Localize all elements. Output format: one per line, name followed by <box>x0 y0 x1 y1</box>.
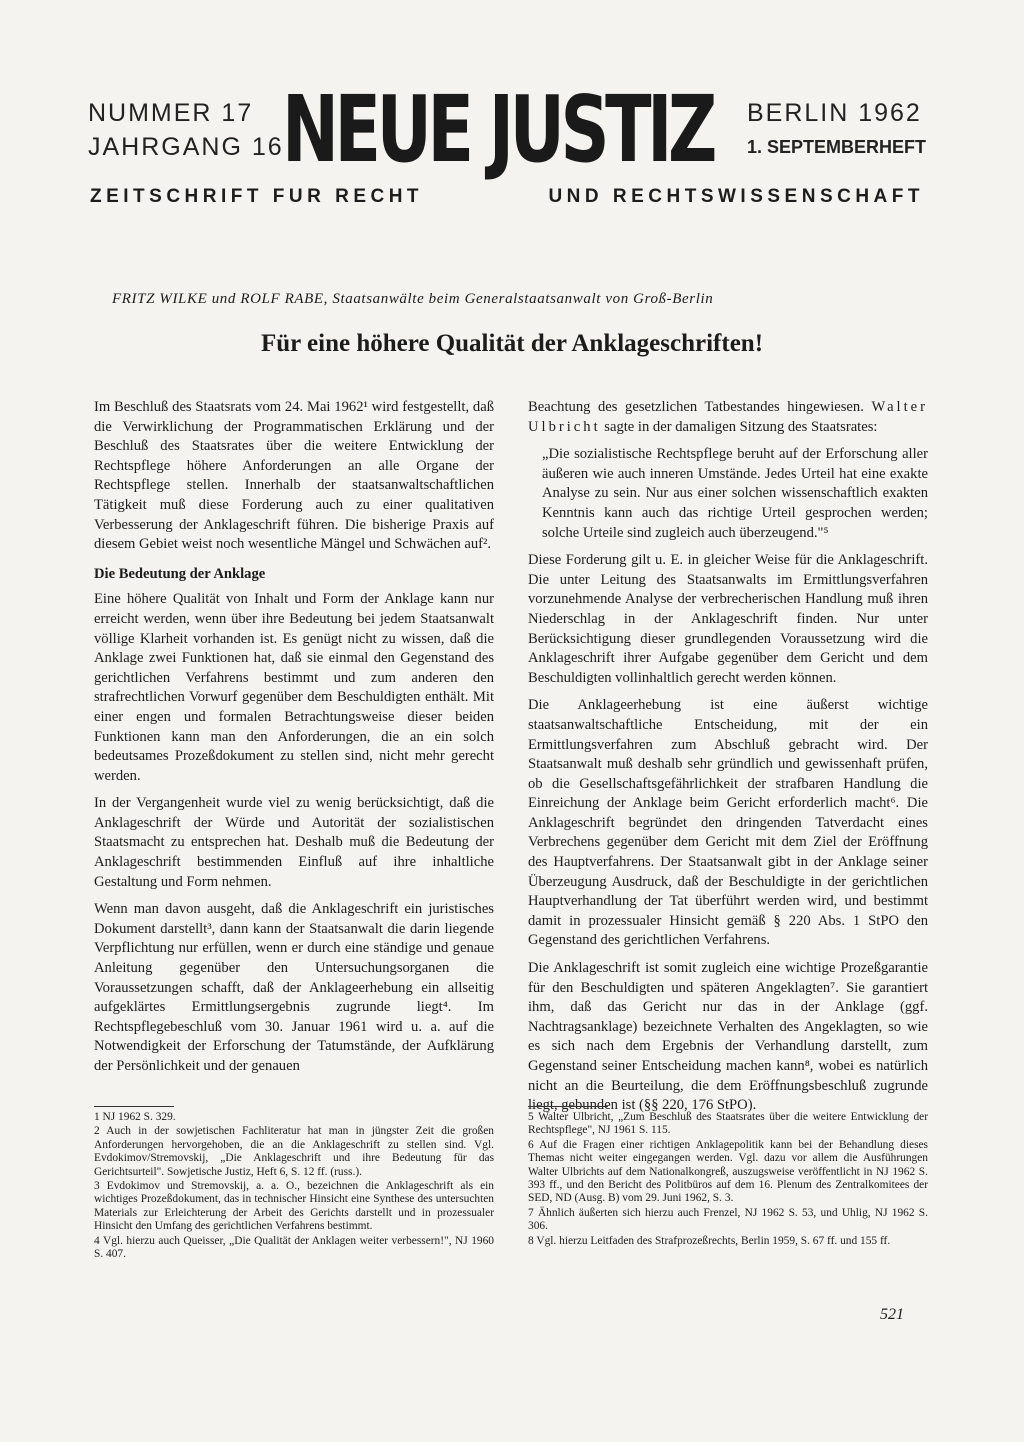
article-title: Für eine höhere Qualität der Anklageschriften! <box>260 330 764 357</box>
page-number: 521 <box>880 1306 904 1323</box>
footnotes-left <box>94 1111 494 1262</box>
journal-subtitle <box>90 186 924 208</box>
paragraph: Diese Forderung gilt u. E. in gleicher Weise für die Anklageschrift. Die unter Leitung des Staatsanwalts im Ermittlungsverfahren vorzunehmende Analyse der verbrecherischen Handlung muß ihren Niederschlag in der Anklageschrift finden. Nur unter Berücksichtigung dieser grundlegenden Voraussetzung wird die Anklageschrift ihrer Aufgabe gegenüber dem Gericht und dem Beschuldigten vollinhaltlich gerecht werden können. <box>528 552 928 686</box>
footnote: 7 Ähnlich äußerten sich hierzu auch Frenzel, NJ 1962 S. 53, und Uhlig, NJ 1962 S. 306. <box>528 1206 928 1233</box>
paragraph: Die Anklageschrift ist somit zugleich eine wichtige Prozeßgarantie für den Beschuldigten und späteren Angeklagten⁷. Sie garantiert ihm, daß das Gericht nur das in der Anklage (ggf. Nachtragsanklage) bezeichnete Verhalten des Angeklagten, so wie es sich nach dem Ergebnis der Verhandlung darstellt, zum Gegenstand seiner Entscheidung machen kann⁸, wobei es natürlich nicht an die Beurteilung, die dem Eröffnungsbeschluß zugrunde liegt, gebunden ist (§§ 220, 176 StPO). <box>528 960 928 1114</box>
footnote: 1 NJ 1962 S. 329. <box>94 1111 176 1123</box>
footnote-rule-left <box>94 1106 174 1107</box>
volume-number: JAHRGANG 16 <box>88 133 284 161</box>
section-heading: Die Bedeutung der Anklage <box>94 565 266 582</box>
paragraph: Im Beschluß des Staatsrats vom 24. Mai 1962¹ wird festgestellt, daß die Verwirklichung der Programmatischen Erklärung und der Beschluß des Staatsrates über die weitere Entwicklung der Rechtspflege höhere Anforderungen an alle Organe der Rechtspflege stellen. Innerhalb der staatsanwaltschaftlichen Tätigkeit muß diese Forderung auch zu einer qualitativen Verbesserung der Anklageschrift führen. Die bisherige Praxis auf diesem Gebiet weist noch wesentliche Mängel und Schwächen auf². <box>94 399 494 553</box>
intro-text: Beachtung des gesetzlichen Tatbestandes hingewiesen. <box>528 399 864 415</box>
subtitle-left: ZEITSCHRIFT FUR RECHT <box>90 186 424 207</box>
footnote-rule-right <box>528 1106 608 1107</box>
footnote: 8 Vgl. hierzu Leitfaden des Strafprozeßrechts, Berlin 1959, S. 67 ff. und 155 ff. <box>528 1234 891 1247</box>
footnote: 3 Evdokimov und Stremovskij, a. a. O., bezeichnen die Anklageschrift als ein wichtiges Prozeßdokument, das in technischer Hinsicht eine Synthese des untersuchten Materials zur Erleichterung der Arbeit des Gerichts darstellt und in prozessualer Hinsicht den Umfang des gerichtlichen Verfahrens bestimmt. <box>94 1180 494 1233</box>
intro-text: sagte in der damaligen Sitzung des Staatsrates: <box>604 418 878 435</box>
paragraph: Die Anklageerhebung ist eine äußerst wichtige staatsanwaltschaftliche Entscheidung, mit der ein Ermittlungsverfahren zum Abschluß gebracht wird. Der Staatsanwalt muß deshalb sehr gründlich und gewissenhaft prüfen, ob die Gesellschaftsgefährlichkeit der strafbaren Handlung die Einreichung der Anklage beim Gericht erforderlich macht⁶. Die Anklageschrift begründet den dringenden Tatverdacht eines Verbrechens gegenüber dem Gericht mit dem Ziel der Eröffnung des Hauptverfahrens. Der Staatsanwalt gibt in der Anklage seiner Überzeugung Ausdruck, daß der Beschuldigte in der gerichtlichen Hauptverhandlung der Tat überführt werden wird, und bestimmt damit in prozessualer Hinsicht gemäß § 220 Abs. 1 StPO den Gegenstand des gerichtlichen Verfahrens. <box>528 697 928 949</box>
masthead-left <box>88 96 284 164</box>
issue-number: NUMMER 17 <box>88 99 254 127</box>
masthead-right <box>747 96 926 164</box>
issue-part: 1. SEPTEMBERHEFT <box>746 137 926 157</box>
block-quote: „Die sozialistische Rechtspflege beruht auf der Erforschung aller äußeren wie auch inneren Umstände. Jedes Urteil hat eine exakte Analyse zu sein. Nur aus einer solchen wissenschaftlich exakten Kenntnis kann auch das richtige Urteil gesprochen werden; solche Urteile sind zugleich auch überzeugend."⁵ <box>542 446 928 541</box>
paragraph: Eine höhere Qualität von Inhalt und Form der Anklage kann nur erreicht werden, wenn über ihre Bedeutung bei jedem Staatsanwalt völlige Klarheit vorhanden ist. Es genügt nicht zu wissen, daß die Anklage zwei Funktionen hat, daß sie einmal den Gegenstand des gerichtlichen Verfahrens bestimmt und zum anderen den strafrechtlichen Vorwurf gegenüber dem Beschuldigten enthält. Mit einer engen und formalen Betrachtungsweise dieser beiden Funktionen kann man den Anforderungen, die an ein solch bedeutsames Prozeßdokument zu stellen sind, nicht mehr gerecht werden. <box>94 591 494 784</box>
paragraph: Wenn man davon ausgeht, daß die Anklageschrift ein juristisches Dokument darstellt³, dann kann der Staatsanwalt die darin liegende Verpflichtung nur erfüllen, wenn er durch eine ständige und genaue Anleitung gegenüber den Untersuchungsorganen die Voraussetzungen schafft, daß der Anklageerhebung ein allseitig aufgeklärtes Ermittlungsergebnis zugrunde liegt⁴. Im Rechtspflegebeschluß vom 30. Januar 1961 wird u. a. auf die Notwendigkeit der Erforschung der Tatumstände, der Aufklärung der Persönlichkeit und der genauen <box>94 901 494 1074</box>
footnotes-right <box>528 1111 928 1249</box>
footnote: 2 Auch in der sowjetischen Fachliteratur hat man in jüngster Zeit die großen Anforderungen hervorgehoben, die an die Anklageschrift zu stellen sind. Vgl. Evdokimov/Stremovskij, „Die Anklageschrift und ihre Bedeutung für das Gerichtsurteil". Sowjetische Justiz, Heft 6, S. 12 ff. (russ.). <box>94 1125 494 1178</box>
footnote: 4 Vgl. hierzu auch Queisser, „Die Qualität der Anklagen weiter verbessern!", NJ 1960 S. 407. <box>94 1234 494 1261</box>
person-name: Walter Ulbricht <box>528 399 928 435</box>
subtitle-right: UND RECHTSWISSENSCHAFT <box>548 186 924 207</box>
footnote: 6 Auf die Fragen einer richtigen Anklagepolitik kann bei der Behandlung dieses Themas nicht weiter eingegangen werden. Vgl. dazu vor allem die Ausführungen Walter Ulbrichts auf dem Nationalkongreß, auszugsweise veröffentlicht in NJ 1962 S. 393 ff., und den Bericht des Politbüros auf dem 16. Plenum des Zentralkomitees der SED, ND (Ausg. B) vom 29. Juni 1962, S. 3. <box>528 1138 928 1205</box>
footnote: 5 Walter Ulbricht, „Zum Beschluß des Staatsrates über die weitere Entwicklung der Rechtspflege", NJ 1961 S. 115. <box>528 1111 928 1137</box>
paragraph <box>528 398 928 437</box>
paragraph: In der Vergangenheit wurde viel zu wenig berücksichtigt, daß die Anklageschrift der Würde und Autorität der sozialistischen Staatsmacht zu entsprechen hat. Deshalb muß die Bedeutung der Anklageschrift bestimmenden Einfluß auf ihre inhaltliche Gestaltung und Form nehmen. <box>94 795 494 890</box>
column-left <box>94 398 494 1085</box>
journal-logo: NEUE JUSTIZ <box>282 76 713 183</box>
city-year: BERLIN 1962 <box>746 99 922 127</box>
column-right <box>528 398 928 1124</box>
article-authors: FRITZ WILKE und ROLF RABE, Staatsanwälte beim Generalstaatsanwalt von Groß-Berlin <box>112 291 714 307</box>
